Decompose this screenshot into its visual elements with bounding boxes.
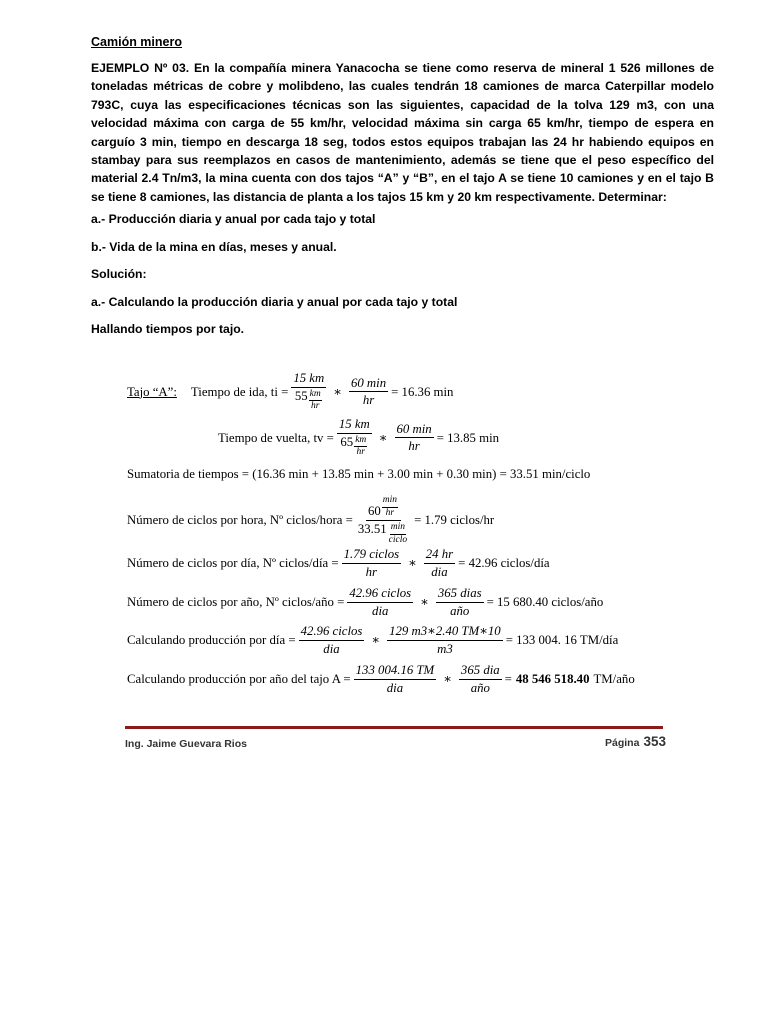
eq1-f1-den-unit [309, 390, 322, 412]
eq8-result-equals: = [504, 671, 512, 686]
footer-divider [125, 726, 663, 729]
eq7-fraction-1 [299, 625, 365, 656]
eq1-result: = 16.36 min [391, 384, 454, 399]
eq1-f1-den-unit-den: hr [310, 401, 320, 412]
eq4-result: = 1.79 ciclos/hr [414, 513, 495, 528]
section-heading: Camión minero [91, 35, 182, 49]
eq8-f1-numerator: 133 004.16 TM [354, 664, 437, 680]
eq2-f1-den-unit [354, 436, 367, 458]
eq5-f2-denominator: dia [431, 564, 448, 579]
eq7-f2-numerator: 129 m3∗2.40 TM∗10 [387, 625, 503, 641]
eq2-f2-numerator: 60 min [395, 423, 434, 439]
equation-ciclos-anio: Número de ciclos por año, Nº ciclos/año = $\frac{\text{42.96 ciclos}}{\text{dia}}$ ∗ $\frac{\text{365 dias}}{\text{año}}$ = 15 680.40 ciclos/año [127, 586, 604, 618]
eq4-den-coef: 33.51 [357, 522, 387, 536]
equation-tiempo-ida: Tajo “A”: Tiempo de ida, ti = 15 km 55 $\frac{km}{hr}$ ∗ $\frac{60 \min}{hr}$ = 16.36 min [127, 371, 454, 412]
question-b: b.- Vida de la mina en días, meses y anual. [91, 240, 337, 254]
eq7-f2-denominator: m3 [437, 641, 453, 656]
eq2-f1-numerator: 15 km [337, 418, 372, 434]
eq2-f2-denominator: hr [408, 439, 420, 454]
eq7-fraction-2 [387, 625, 503, 656]
eq6-f1-numerator: 42.96 ciclos [347, 587, 413, 603]
eq4-fraction [356, 496, 411, 545]
eq5-f1-denominator: hr [365, 564, 378, 579]
eq4-den-unit-num: min [390, 523, 406, 535]
problem-statement: EJEMPLO Nº 03. En la compañía minera Yanacocha se tiene como reserva de mineral 1 526 millones de toneladas métricas de cobre y molibdeno, las cuales tendrán 18 camiones de marca Caterpillar modelo 793C, cuya las especificaciones técnicas son las siguientes, capacidad de la tolva 129 m3, con una velocidad máxima con carga de 55 km/hr, velocidad máxima sin carga 65 km/hr, tiempo de espera en carguío 3 min, tiempo en descarga 18 seg, todos estos equipos trabajan las 24 hr habiendo equipos en stambay para sus reemplazos en casos de mantenimiento, además se tiene que el peso específico del material 2.4 Tn/m3, la mina cuenta con dos tajos “A” y “B”, en el tajo A se tiene 10 camiones y en el tajo B se tiene 8 camiones, las distancia de planta a los tajos 15 km y 20 km respectivamente. Determinar: [91, 61, 714, 204]
eq5-f1-numerator: 1.79 ciclos [342, 548, 401, 564]
eq8-f2-denominator: año [470, 680, 490, 695]
eq5-fraction-1 [342, 548, 401, 579]
eq5-label: Número de ciclos por día, Nº ciclos/día = [127, 555, 339, 570]
eq4-den-unit-den: ciclo [388, 534, 408, 545]
eq6-fraction-2 [436, 587, 484, 618]
eq4-num-unit [382, 496, 398, 518]
eq1-fraction-1 [291, 372, 326, 412]
equation-ciclos-dia: Número de ciclos por día, Nº ciclos/día = $\frac{\text{1.79 ciclos}}{hr}$ ∗ $\frac{24 hr}{\text{dia}}$ = 42.96 ciclos/día [127, 547, 550, 579]
eq6-f2-denominator: año [450, 603, 470, 618]
eq1-f2-numerator: 60 min [349, 377, 388, 393]
eq8-fraction-2 [459, 664, 502, 695]
eq6-fraction-1 [347, 587, 413, 618]
eq4-num-coef: 60 [367, 504, 381, 519]
footer-page-number: 353 [643, 734, 666, 749]
eq6-f2-numerator: 365 dias [436, 587, 484, 603]
eq1-label: Tiempo de ida, ti = [190, 384, 289, 399]
equation-tiempo-vuelta: Tiempo de vuelta, tv = 15 km 65 $\frac{km}{hr}$ ∗ $\frac{60 \min}{hr}$ = 13.85 min [218, 417, 500, 458]
eq2-fraction-1 [337, 418, 372, 458]
eq3-text: Sumatoria de tiempos = (16.36 min + 13.85 min + 3.00 min + 0.30 min) = 33.51 min/ciclo [127, 467, 591, 481]
eq2-result: = 13.85 min [436, 430, 500, 445]
eq4-den-unit [388, 523, 408, 545]
equation-produccion-anio: Calculando producción por año del tajo A = $\frac{133 004.16 TM}{\text{dia}}$ ∗ $\frac{\text{365 dia}}{\text{año}}$ = 48 546 518.40 TM/año [127, 663, 635, 695]
eq6-result: = 15 680.40 ciclos/año [486, 594, 604, 609]
eq8-result-value: 48 546 518.40 [515, 671, 590, 686]
equation-produccion-dia: Calculando producción por día = $\frac{\text{42.96 ciclos}}{\text{dia}}$ ∗ $\frac{129 m3∗2.40 TM∗10}{m3}$ = 133 004. 16 TM/día [127, 624, 619, 656]
eq1-fraction-2 [349, 377, 388, 408]
eq8-f1-denominator: dia [386, 680, 404, 695]
tajo-a-label: Tajo “A”: [127, 384, 177, 399]
solution-label: Solución: [91, 267, 147, 281]
eq2-fraction-2 [395, 423, 434, 454]
footer-author: Ing. Jaime Guevara Rios [125, 738, 247, 750]
eq1-f1-den-unit-num: km [309, 390, 322, 402]
equation-ciclos-hora [127, 496, 494, 545]
eq2-f1-den-unit-den: hr [356, 447, 365, 458]
step-a-label: a.- Calculando la producción diaria y anual por cada tajo y total [91, 295, 458, 309]
eq2-label: Tiempo de vuelta, tv = [218, 430, 334, 445]
eq6-label: Número de ciclos por año, Nº ciclos/año = [127, 594, 345, 609]
question-a: a.- Producción diaria y anual por cada tajo y total [91, 212, 376, 226]
eq5-f2-numerator: 24 hr [424, 548, 455, 564]
eq7-f1-numerator: 42.96 ciclos [299, 625, 365, 641]
eq2-f1-den-unit-num: km [354, 436, 367, 448]
eq2-f1-den-coef: 65 [340, 434, 354, 449]
eq7-result: = 133 004. 16 TM/día [505, 632, 619, 647]
eq7-label: Calculando producción por día = [127, 632, 296, 647]
eq1-f2-denominator: hr [362, 393, 375, 408]
footer-page [605, 734, 666, 749]
eq1-f1-numerator: 15 km [291, 372, 326, 388]
eq4-num-unit-den: hr [385, 507, 395, 518]
equation-sumatoria [127, 468, 590, 481]
eq5-fraction-2 [424, 548, 455, 579]
eq1-f1-den-coef: 55 [294, 388, 308, 403]
eq8-result-unit: TM/año [593, 671, 635, 686]
eq5-result: = 42.96 ciclos/día [458, 555, 550, 570]
footer-page-label: Página [605, 737, 640, 749]
eq7-f1-denominator: dia [323, 641, 340, 656]
eq8-f2-numerator: 365 dia [459, 664, 502, 680]
eq4-num-unit-num: min [382, 496, 398, 508]
eq8-fraction-1 [354, 664, 437, 695]
eq4-label: Número de ciclos por hora, Nº ciclos/hora = [127, 513, 353, 528]
eq6-f1-denominator: dia [372, 603, 389, 618]
subtitle-times: Hallando tiempos por tajo. [91, 322, 245, 336]
eq8-label: Calculando producción por año del tajo A = [127, 671, 351, 686]
